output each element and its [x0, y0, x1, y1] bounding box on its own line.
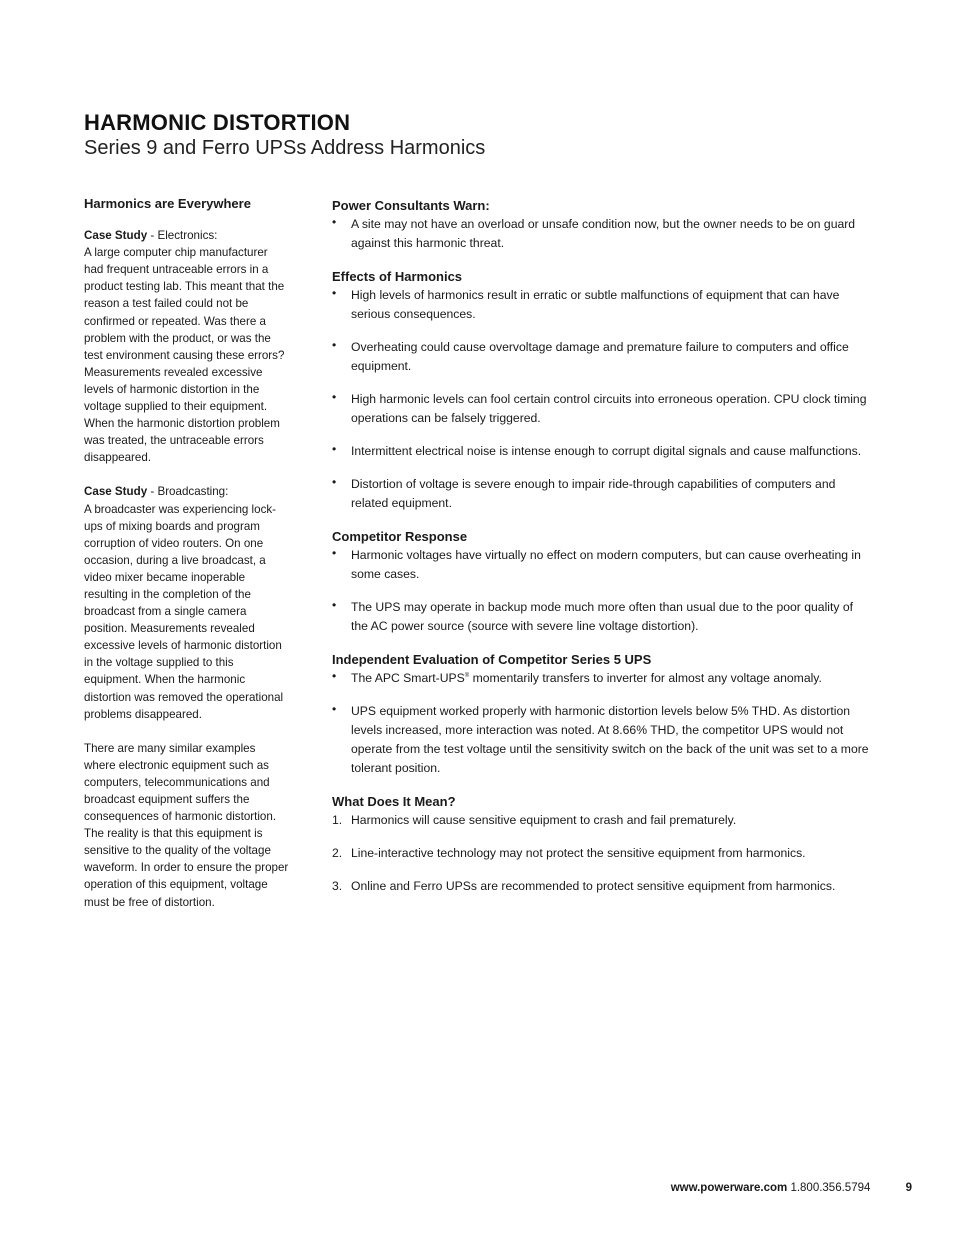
- list-item-text: Distortion of voltage is severe enough to impair ride-through capabilities of computers and related equipment.: [351, 477, 836, 510]
- list-item: [332, 442, 872, 461]
- list-item: [332, 338, 872, 376]
- registered-mark: ®: [464, 672, 470, 679]
- list-item: [332, 475, 872, 513]
- section-what-does-it-mean: [332, 792, 872, 896]
- case-study-broadcasting: [84, 483, 289, 722]
- list-item-text: A site may not have an overload or unsafe condition now, but the owner needs to be on guard against this harmonic threat.: [351, 217, 856, 250]
- bullet-list: [332, 215, 872, 253]
- list-item-text: High levels of harmonics result in erratic or subtle malfunctions of equipment that can have serious consequences.: [351, 288, 840, 321]
- case-study-label: Case Study: [84, 229, 148, 243]
- bullet-list: [332, 669, 872, 778]
- list-item-text: Harmonic voltages have virtually no effect on modern computers, but can cause overheating in some cases.: [351, 548, 861, 581]
- bullet-icon: •: [332, 669, 337, 683]
- section-heading: What Does It Mean?: [332, 794, 456, 809]
- list-item: [332, 598, 872, 636]
- case-study-electronics: [84, 227, 289, 466]
- list-item-text: The APC Smart-UPS: [351, 671, 465, 685]
- closing-paragraph: There are many similar examples where electronic equipment such as computers, telecommunications and broadcast equipment suffers the consequences of harmonic distortion. The reality is that this equipment is sensitive to the quality of the voltage waveform. In order to ensure the proper operation of this equipment, voltage must be free of distortion.: [84, 741, 289, 909]
- bullet-icon: •: [332, 475, 337, 489]
- page-footer: [550, 1182, 912, 1194]
- section-independent-evaluation: [332, 650, 872, 778]
- list-item: [332, 390, 872, 428]
- section-effects: [332, 267, 872, 513]
- list-item: [332, 286, 872, 324]
- page-number: 9: [905, 1182, 912, 1194]
- list-item-text: Line-interactive technology may not protect the sensitive equipment from harmonics.: [351, 846, 806, 860]
- list-item-text: Intermittent electrical noise is intense enough to corrupt digital signals and cause malfunctions.: [351, 444, 862, 458]
- list-item: [332, 546, 872, 584]
- list-number: 1.: [332, 813, 343, 827]
- page-title: HARMONIC DISTORTION: [84, 110, 351, 135]
- list-number: 2.: [332, 846, 343, 860]
- section-power-consultants: [332, 196, 872, 253]
- list-item-text: High harmonic levels can fool certain control circuits into erroneous operation. CPU clock timing operations can be falsely triggered.: [351, 392, 867, 425]
- right-column: [332, 196, 872, 910]
- bullet-list: [332, 546, 872, 636]
- bullet-icon: •: [332, 215, 337, 229]
- case-study-body: A large computer chip manufacturer had frequent untraceable errors in a product testing lab. This meant that the reason a test failed could not be confirmed or repeated. Was there a problem with the product, or was the test environment causing these errors? Measurements revealed excessive levels of harmonic distortion in the voltage supplied to their equipment. When the harmonic distortion problem was treated, the untraceable errors disappeared.: [84, 246, 285, 465]
- list-item-text: momentarily transfers to inverter for almost any voltage anomaly.: [469, 671, 822, 685]
- list-number: 3.: [332, 879, 343, 893]
- list-item: [332, 877, 872, 896]
- section-competitor-response: [332, 527, 872, 636]
- bullet-list: [332, 286, 872, 513]
- case-study-tag: - Broadcasting:: [147, 485, 229, 499]
- left-heading: Harmonics are Everywhere: [84, 196, 251, 211]
- section-heading: Competitor Response: [332, 529, 468, 544]
- case-study-body: A broadcaster was experiencing lock-ups of mixing boards and program corruption of video routers. On one occasion, during a live broadcast, a video mixer became inoperable resulting in the completion of the broadcast from a single camera position. Measurements revealed excessive levels of harmonic distortion in the voltage supplied to this equipment. When the harmonic distortion was removed the operational problems disappeared.: [84, 502, 284, 721]
- list-item: [332, 215, 872, 253]
- case-study-label: Case Study: [84, 485, 148, 499]
- section-heading: Independent Evaluation of Competitor Series 5 UPS: [332, 652, 652, 667]
- website-link[interactable]: www.powerware.com: [670, 1182, 788, 1194]
- list-item-text: Online and Ferro UPSs are recommended to protect sensitive equipment from harmonics.: [351, 879, 836, 893]
- list-item: [332, 702, 872, 778]
- case-study-tag: - Electronics:: [147, 229, 218, 243]
- bullet-icon: •: [332, 286, 337, 300]
- list-item-text: The UPS may operate in backup mode much more often than usual due to the poor quality of the AC power source (source with severe line voltage distortion).: [351, 600, 854, 633]
- list-item: [332, 844, 872, 863]
- section-heading: Power Consultants Warn:: [332, 198, 490, 213]
- bullet-icon: •: [332, 338, 337, 352]
- page-subtitle: Series 9 and Ferro UPSs Address Harmonics: [84, 137, 486, 159]
- numbered-list: [332, 811, 872, 896]
- list-item: [332, 811, 872, 830]
- list-item-text: Overheating could cause overvoltage damage and premature failure to computers and office equipment.: [351, 340, 849, 373]
- bullet-icon: •: [332, 702, 337, 716]
- list-item-text: UPS equipment worked properly with harmonic distortion levels below 5% THD. As distortion levels increased, more interaction was noted. At 8.66% THD, the competitor UPS would not operate from the test voltage until the sensitivity switch on the back of the unit was set to a more tolerant position.: [351, 704, 869, 775]
- phone-number: 1.800.356.5794: [790, 1182, 871, 1194]
- bullet-icon: •: [332, 598, 337, 612]
- bullet-icon: •: [332, 546, 337, 560]
- left-column: [84, 195, 289, 928]
- list-item: [332, 669, 872, 688]
- list-item-text: Harmonics will cause sensitive equipment to crash and fail prematurely.: [351, 813, 737, 827]
- bullet-icon: •: [332, 442, 337, 456]
- section-heading: Effects of Harmonics: [332, 269, 463, 284]
- bullet-icon: •: [332, 390, 337, 404]
